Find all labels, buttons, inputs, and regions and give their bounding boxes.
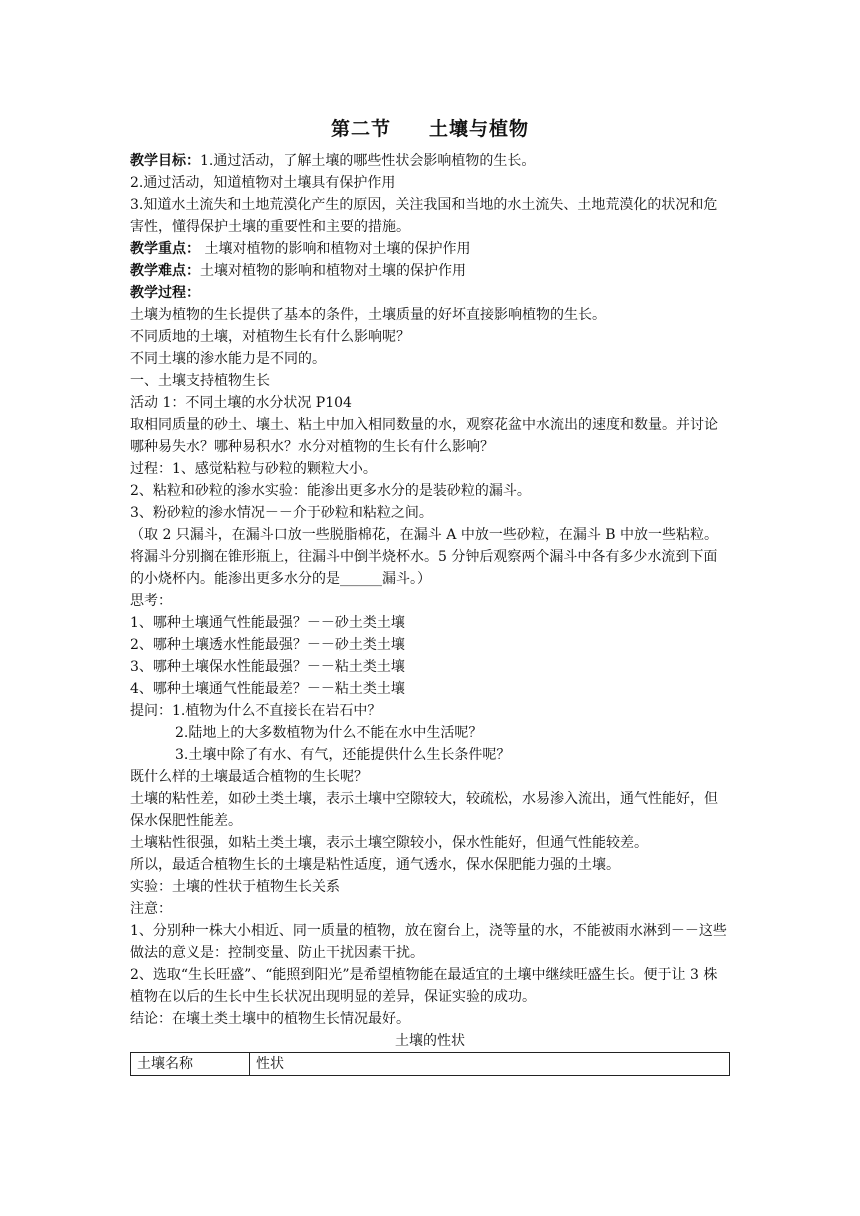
think-item: 2、哪种土壤透水性能最强？－－砂土类土壤: [130, 637, 405, 653]
document-body: [130, 150, 730, 1076]
key-points-text: 土壤对植物的影响和植物对土壤的保护作用: [200, 241, 471, 257]
experiment-description: （取 2 只漏斗，在漏斗口放一些脱脂棉花，在漏斗 A 中放一些砂粒，在漏斗 B 中放一些粘粒。将漏斗分别搁在锥形瓶上，往漏斗中倒半烧杯水。5 分钟后观察两个漏斗中各有多少水流到下面的小烧杯内。能渗出更多水分的是______漏斗。）: [130, 527, 719, 587]
difficulties-line: [130, 260, 730, 282]
question-item: 2.陆地上的大多数植物为什么不能在水中生活呢？: [175, 725, 483, 741]
table-header-row: [131, 1053, 730, 1076]
section-heading: 一、土壤支持植物生长: [130, 373, 270, 389]
objectives-label: 教学目标：: [130, 153, 200, 169]
process-line: 不同质地的土壤，对植物生长有什么影响呢？: [130, 329, 410, 345]
step-item: 过程：1、感觉粘粒与砂粒的颗粒大小。: [130, 461, 377, 477]
step-item: 2、粘粒和砂粒的渗水实验：能渗出更多水分的是装砂粒的漏斗。: [130, 483, 531, 499]
activity-description: 取相同质量的砂土、壤土、粘土中加入相同数量的水，观察花盆中水流出的速度和数量。并讨论哪种易失水？哪种易积水？水分对植物的生长有什么影响？: [130, 417, 718, 455]
think-item: 1、哪种土壤通气性能最强？－－砂土类土壤: [130, 615, 405, 631]
table-header-cell: 土壤名称: [131, 1053, 250, 1076]
key-points-label: 教学重点：: [130, 241, 200, 257]
question-item: 3.土壤中除了有水、有气，还能提供什么生长条件呢？: [175, 747, 511, 763]
best-soil-question: 既什么样的土壤最适合植物的生长呢？: [130, 769, 368, 785]
result-line: 结论：在壤土类土壤中的植物生长情况最好。: [130, 1011, 410, 1027]
think-item: 4、哪种土壤通气性能最差？－－粘土类土壤: [130, 681, 405, 697]
table-caption: 土壤的性状: [395, 1033, 465, 1049]
objective-2: 2.通过活动，知道植物对土壤具有保护作用: [130, 175, 396, 191]
question-line-1: [130, 700, 730, 722]
question-label: 提问：: [130, 703, 172, 719]
table-header-cell: 性状: [250, 1053, 730, 1076]
soil-properties-table: [130, 1052, 730, 1076]
step-item: 3、粉砂粒的渗水情况－－介于砂粒和粘粒之间。: [130, 505, 433, 521]
activity-title: 活动 1：不同土壤的水分状况 P104: [130, 395, 352, 411]
page-title: 第二节 土壤与植物: [330, 118, 530, 140]
process-line: 土壤为植物的生长提供了基本的条件，土壤质量的好坏直接影响植物的生长。: [130, 307, 606, 323]
experiment-label: 实验：土壤的性状于植物生长关系: [130, 879, 340, 895]
note-item: 1、分别种一株大小相近、同一质量的植物，放在窗台上，浇等量的水，不能被雨水淋到－－这些做法的意义是：控制变量、防止干扰因素干扰。: [130, 923, 727, 961]
question-item: 1.植物为什么不直接长在岩石中？: [172, 703, 382, 719]
clay-soil-description: 土壤粘性很强，如粘土类土壤，表示土壤空隙较小，保水性能好，但通气性能较差。: [130, 835, 648, 851]
key-points-line: [130, 238, 730, 260]
sandy-soil-description: 土壤的粘性差，如砂土类土壤，表示土壤中空隙较大，较疏松，水易渗入流出，通气性能好，但保水保肥性能差。: [130, 791, 718, 829]
best-soil-conclusion: 所以，最适合植物生长的土壤是粘性适度，通气透水，保水保肥能力强的土壤。: [130, 857, 620, 873]
think-item: 3、哪种土壤保水性能最强？－－粘土类土壤: [130, 659, 405, 675]
process-line: 不同土壤的渗水能力是不同的。: [130, 351, 326, 367]
objectives-line-1: [130, 150, 730, 172]
difficulties-label: 教学难点：: [130, 263, 200, 279]
objective-3: 3.知道水土流失和土地荒漠化产生的原因，关注我国和当地的水土流失、土地荒漠化的状况和危害性，懂得保护土壤的重要性和主要的措施。: [130, 197, 718, 235]
think-label: 思考：: [130, 593, 172, 609]
difficulties-text: 土壤对植物的影响和植物对土壤的保护作用: [200, 263, 466, 279]
notes-label: 注意：: [130, 901, 172, 917]
process-label: 教学过程：: [130, 285, 200, 301]
note-item: 2、选取“生长旺盛”、“能照到阳光”是希望植物能在最适宜的土壤中继续旺盛生长。便于让 3 株植物在以后的生长中生长状况出现明显的差异，保证实验的成功。: [130, 967, 718, 1005]
objective-1: 1.通过活动，了解土壤的哪些性状会影响植物的生长。: [200, 153, 536, 169]
